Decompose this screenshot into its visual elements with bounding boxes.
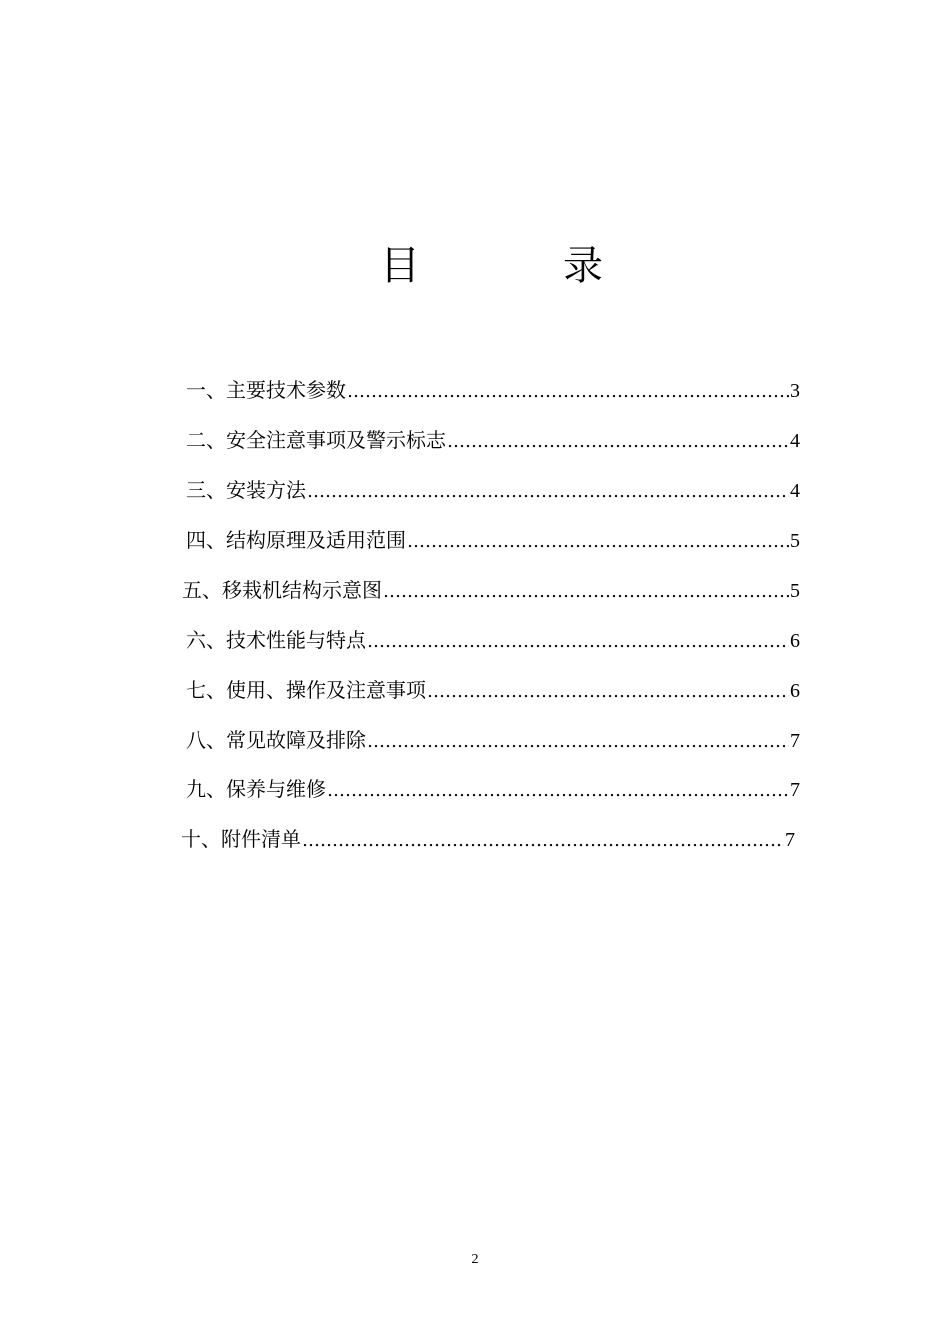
title-char-2: 录 (563, 243, 603, 289)
toc-entry[interactable] (182, 575, 800, 605)
toc-dot-leader (307, 477, 789, 507)
toc-title (0, 236, 950, 296)
toc-dot-leader (367, 627, 789, 657)
toc-entry-page: 4 (790, 430, 800, 452)
toc-entry[interactable] (181, 824, 795, 854)
toc-dot-leader (347, 377, 789, 407)
toc-entry-page: 6 (790, 630, 800, 652)
toc-entry[interactable] (186, 475, 800, 505)
toc-dot-leader (367, 727, 789, 757)
toc-entry-label: 四、结构原理及适用范围 (186, 528, 406, 552)
toc-entry-label: 十、附件清单 (181, 827, 301, 851)
toc-entry-label: 三、安装方法 (186, 478, 306, 502)
toc-entry-page: 5 (790, 530, 800, 552)
toc-dot-leader (327, 776, 789, 806)
toc-entry-page: 3 (790, 380, 800, 402)
toc-entry[interactable] (186, 625, 800, 655)
toc-entry[interactable] (186, 774, 800, 804)
toc-entry-label: 六、技术性能与特点 (186, 628, 366, 652)
toc-entry-label: 七、使用、操作及注意事项 (186, 678, 426, 702)
toc-entry-page: 7 (790, 730, 800, 752)
toc-dot-leader (427, 677, 789, 707)
toc-entry-label: 五、移栽机结构示意图 (182, 578, 382, 602)
toc-dot-leader (407, 527, 789, 557)
toc-entry-page: 7 (790, 779, 800, 801)
toc-dot-leader (302, 826, 784, 856)
toc-entry[interactable] (186, 525, 800, 555)
title-char-1: 目 (380, 243, 420, 289)
toc-entry[interactable] (186, 675, 800, 705)
toc-entry-label: 二、安全注意事项及警示标志 (186, 428, 446, 452)
toc-entry-label: 八、常见故障及排除 (186, 728, 366, 752)
toc-entry-page: 6 (790, 680, 800, 702)
toc-entry-label: 一、主要技术参数 (186, 378, 346, 402)
toc-entry[interactable] (186, 375, 800, 405)
toc-entry-page: 4 (790, 480, 800, 502)
toc-entry[interactable] (186, 425, 800, 455)
toc-dot-leader (447, 427, 789, 457)
toc-entry-page: 5 (790, 580, 800, 602)
toc-entry[interactable] (186, 725, 800, 755)
toc-dot-leader (383, 577, 789, 607)
page-number: 2 (471, 1252, 479, 1267)
toc-entry-label: 九、保养与维修 (186, 777, 326, 801)
toc-entry-page: 7 (785, 829, 795, 851)
